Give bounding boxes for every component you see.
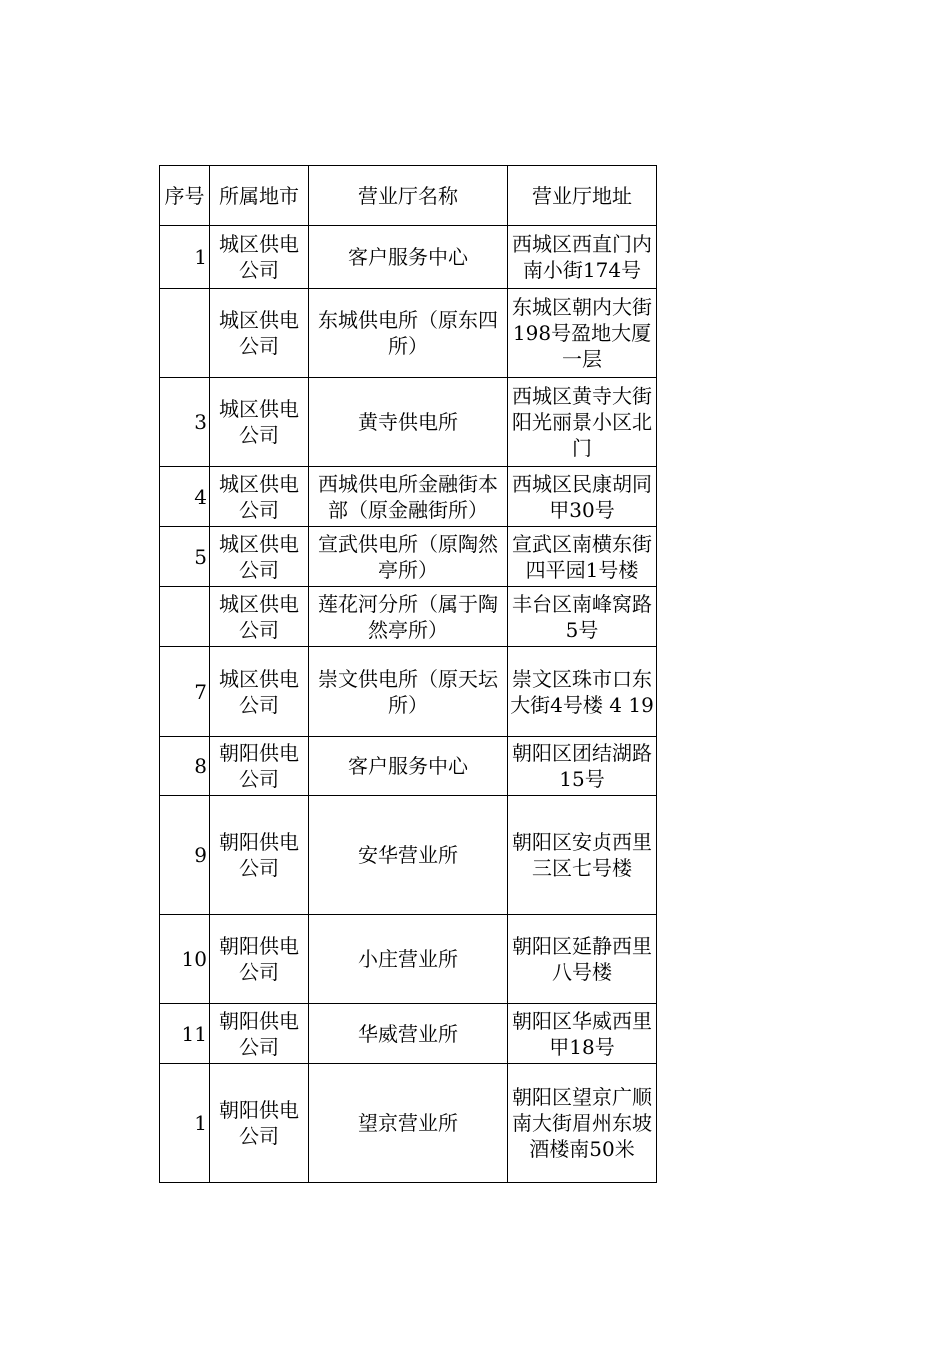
table-row — [160, 467, 657, 527]
row-city: 城区供电公司 — [210, 647, 309, 737]
row-address — [508, 527, 657, 587]
row-name — [309, 467, 508, 527]
row-city: 朝阳供电公司 — [210, 1064, 309, 1183]
header-name: 营业厅名称 — [309, 166, 508, 226]
row-address: 朝阳区望京广顺南大街眉州东坡酒楼南50米 — [508, 1064, 657, 1183]
table-header-row — [160, 166, 657, 226]
row-no: 10 — [160, 915, 210, 1004]
row-city: 朝阳供电公司 — [210, 737, 309, 796]
table-row — [160, 647, 657, 737]
row-name-text: 西城供电所金融街本部（原金融街所） — [318, 471, 498, 522]
table-row — [160, 1064, 657, 1183]
table-row — [160, 1004, 657, 1064]
row-no: 3 — [160, 378, 210, 467]
row-address: 朝阳区安贞西里三区七号楼 — [508, 796, 657, 915]
table-row — [160, 796, 657, 915]
row-city: 朝阳供电公司 — [210, 915, 309, 1004]
table-row — [160, 527, 657, 587]
row-address-text: 西城区西直门内南小街174号 — [512, 232, 652, 282]
row-address: 朝阳区团结湖路15号 — [508, 737, 657, 796]
row-address: 东城区朝内大街198号盈地大厦一层 — [508, 289, 657, 378]
row-name: 华威营业所 — [309, 1004, 508, 1064]
row-name: 望京营业所 — [309, 1064, 508, 1183]
row-city: 城区供电公司 — [210, 527, 309, 587]
row-no — [160, 289, 210, 378]
row-address: 丰台区南峰窝路5号 — [508, 587, 657, 647]
header-address: 营业厅地址 — [508, 166, 657, 226]
row-name: 莲花河分所（属于陶然亭所） — [309, 587, 508, 647]
row-city: 城区供电公司 — [210, 378, 309, 467]
row-no — [160, 587, 210, 647]
row-address: 西城区民康胡同甲30号 — [508, 467, 657, 527]
row-city: 城区供电公司 — [210, 289, 309, 378]
row-name: 东城供电所（原东四所） — [309, 289, 508, 378]
row-address: 西城区黄寺大街阳光丽景小区北门 — [508, 378, 657, 467]
row-no: 1 — [160, 1064, 210, 1183]
row-no: 8 — [160, 737, 210, 796]
row-no: 4 — [160, 467, 210, 527]
row-name: 小庄营业所 — [309, 915, 508, 1004]
table-row — [160, 226, 657, 289]
row-name: 客户服务中心 — [309, 226, 508, 289]
row-address: 朝阳区华威西里甲18号 — [508, 1004, 657, 1064]
row-city: 朝阳供电公司 — [210, 1004, 309, 1064]
row-no: 1 — [160, 226, 210, 289]
service-hall-table — [159, 165, 657, 1183]
table-row — [160, 737, 657, 796]
row-address — [508, 226, 657, 289]
row-address: 崇文区珠市口东大街4号楼 4 19 — [508, 647, 657, 737]
row-city: 城区供电公司 — [210, 587, 309, 647]
table-row — [160, 915, 657, 1004]
row-city: 朝阳供电公司 — [210, 796, 309, 915]
table-row — [160, 378, 657, 467]
row-address: 朝阳区延静西里八号楼 — [508, 915, 657, 1004]
row-address-text: 宣武区南横东街四平园1号楼 — [512, 531, 652, 582]
row-name: 崇文供电所（原天坛所） — [309, 647, 508, 737]
row-city: 城区供电公司 — [210, 467, 309, 527]
header-city: 所属地市 — [210, 166, 309, 226]
row-no: 9 — [160, 796, 210, 915]
row-no: 5 — [160, 527, 210, 587]
row-name: 宣武供电所（原陶然亭所） — [309, 527, 508, 587]
row-no: 7 — [160, 647, 210, 737]
table-row — [160, 289, 657, 378]
row-name: 黄寺供电所 — [309, 378, 508, 467]
row-no: 11 — [160, 1004, 210, 1064]
header-no: 序号 — [160, 166, 210, 226]
row-name: 客户服务中心 — [309, 737, 508, 796]
row-city: 城区供电公司 — [210, 226, 309, 289]
row-name: 安华营业所 — [309, 796, 508, 915]
table-row — [160, 587, 657, 647]
